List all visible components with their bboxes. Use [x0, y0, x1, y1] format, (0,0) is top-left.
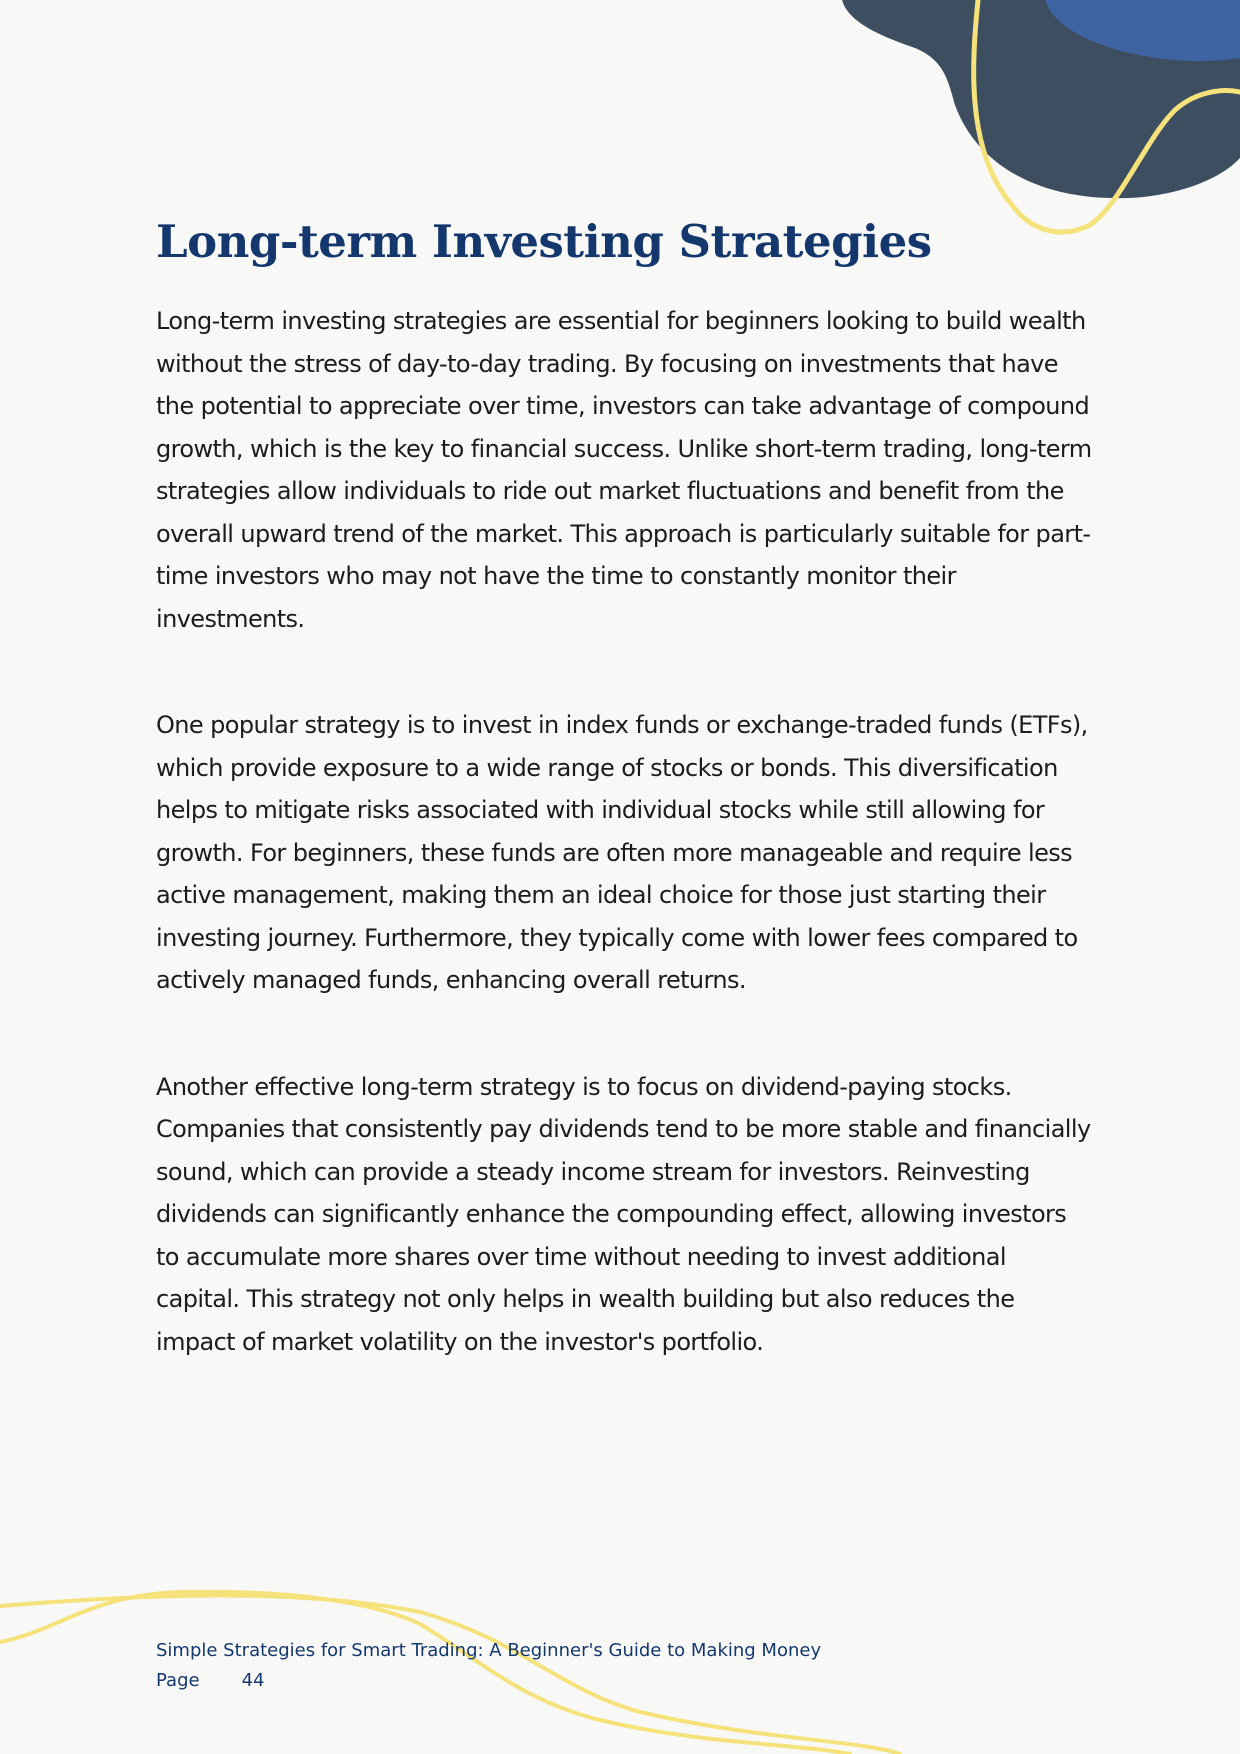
paragraph: One popular strategy is to invest in index funds or exchange-traded funds (ETFs), which provide exposure to a wide range of stocks or bonds. This diversification helps to mitigate risks associated with individual stocks while still allowing for growth. For beginners, these funds are often more manageable and require less active management, making them an ideal choice for those just starting their investing journey. Furthermore, they typically come with lower fees compared to actively managed funds, enhancing overall returns. — [156, 711, 1088, 994]
paragraph: Another effective long-term strategy is to focus on dividend-paying stocks. Companies that consistently pay dividends tend to be more stable and financially sound, which can provide a steady income stream for investors. Reinvesting dividends can significantly enhance the compounding effect, allowing investors to accumulate more shares over time without needing to invest additional capital. This strategy not only helps in wealth building but also reduces the impact of market volatility on the investor's portfolio. — [156, 1072, 1091, 1356]
page-number: 44 — [241, 1670, 265, 1691]
footer-book-title: Simple Strategies for Smart Trading: A Beginner's Guide to Making Money — [156, 1640, 822, 1661]
paragraph: Long-term investing strategies are essential for beginners looking to build wealth without the stress of day-to-day trading. By focusing on investments that have the potential to appreciate over time, investors can take advantage of compound growth, which is the key to financial success. Unlike short-term trading, long-term strategies allow individuals to ride out market fluctuations and benefit from the overall upward trend of the market. This approach is particularly suitable for part-time investors who may not have the time to constantly monitor their investments. — [156, 307, 1092, 633]
page-title: Long-term Investing Strategies — [156, 215, 932, 268]
page-footer — [156, 1636, 821, 1696]
footer-page-line — [156, 1666, 821, 1696]
page-label: Page — [156, 1670, 200, 1691]
body-text — [156, 300, 1096, 1427]
